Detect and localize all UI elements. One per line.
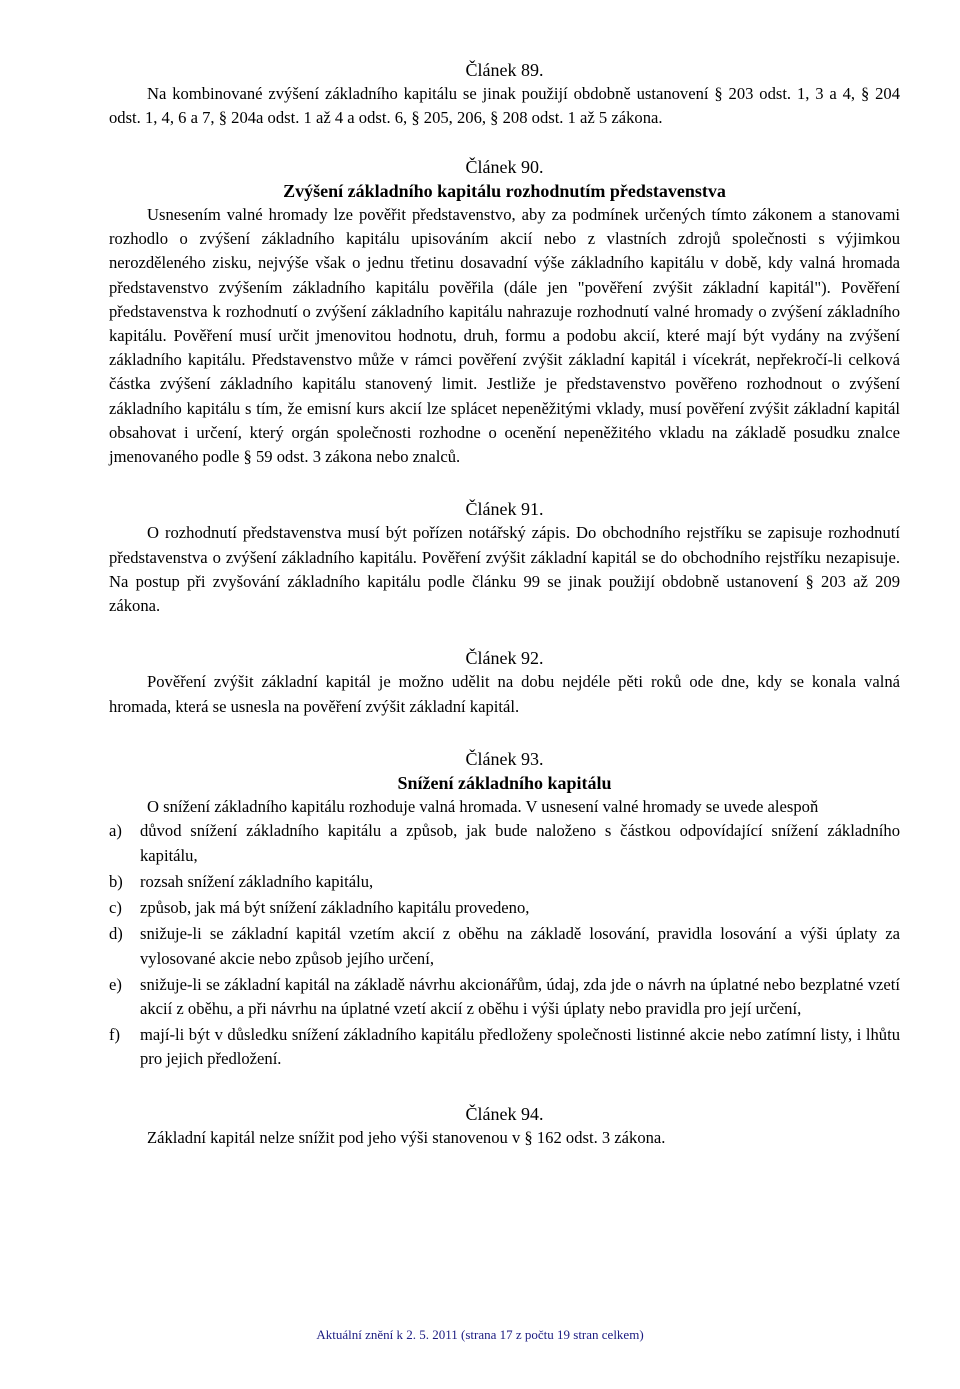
list-item xyxy=(109,819,900,867)
list-item-text: rozsah snížení základního kapitálu, xyxy=(140,871,374,891)
article-93-text: O snížení základního kapitálu rozhoduje valná hromada. V usnesení valné hromady se uvede alespoň xyxy=(147,797,819,817)
list-item-text: mají-li být v důsledku snížení základního kapitálu předloženy společnosti listinné akcie nebo zatímní listy, i lhůtu pro jejich předložení. xyxy=(140,1025,900,1069)
article-94-text: Základní kapitál nelze snížit pod jeho výši stanovenou v § 162 odst. 3 zákona. xyxy=(147,1127,666,1147)
list-item xyxy=(109,1023,900,1071)
article-90-text: Usnesením valné hromady lze pověřit představenstvo, aby za podmínek určených tímto zákonem a stanovami rozhodlo o zvýšení základního kapitálu upisováním akcií nebo z vlastních zdrojů společnosti s výjimkou nerozděleného zisku, nejvýše však o jednu třetinu dosavadní výše základního kapitálu v době, kdy valná hromada představenstvo zvýšením základního kapitálu pověřila (dále jen "pověření zvýšit základní kapitál"). Pověření představenstva k rozhodnutí o zvýšení základního kapitálu nahrazuje rozhodnutí valné hromady o zvýšení základního kapitálu. Pověření musí určit jmenovitou hodnotu, druh, formu a podobu akcií, které mají být vydány na zvýšení základního kapitálu. Představenstvo může v rámci pověření zvýšit základní kapitál i vícekrát, nepřekročí-li celková částka zvýšení základního kapitálu stanovený limit. Jestliže je představenstvo pověřeno rozhodnout o zvýšení základního kapitálu s tím, že emisní kurs akcií lze splácet nepeněžitými vklady, musí pověření zvýšit základní kapitál obsahovat i určení, který orgán společnosti rozhodne o ocenění nepeněžitého vkladu na základě posudku znalce jmenovaného podle § 59 odst. 3 zákona nebo znalců. xyxy=(109,205,900,467)
list-item-letter: d) xyxy=(109,924,123,944)
list-item-text: snižuje-li se základní kapitál vzetím akcií z oběhu na základě losování, pravidla losování a výši úplaty za vylosované akcie nebo způsob jejího určení, xyxy=(140,924,900,968)
list-item xyxy=(109,922,900,970)
article-93-list xyxy=(109,819,900,1071)
article-92-text: Pověření zvýšit základní kapitál je možno udělit na dobu nejdéle pěti roků ode dne, kdy se konala valná hromada, která se usnesla na pověření zvýšit základní kapitál. xyxy=(109,672,900,716)
article-92-title: Článek 92. xyxy=(465,648,544,669)
article-89-title: Článek 89. xyxy=(465,60,544,80)
list-item-letter: e) xyxy=(109,974,122,994)
article-93-title: Článek 93. xyxy=(465,748,544,769)
list-item xyxy=(109,896,900,920)
article-94-title: Článek 94. xyxy=(465,1103,544,1124)
article-93-subtitle: Snížení základního kapitálu xyxy=(397,773,612,794)
list-item-letter: a) xyxy=(109,821,122,841)
article-90-subtitle: Zvýšení základního kapitálu rozhodnutím představenstva xyxy=(283,180,726,201)
list-item-text: důvod snížení základního kapitálu a způsob, jak bude naloženo s částkou odpovídající snížení základního kapitálu, xyxy=(140,821,900,865)
list-item xyxy=(109,870,900,894)
list-item-text: snižuje-li se základní kapitál na základě návrhu akcionářům, údaj, zda jde o návrh na úplatné nebo bezplatné vzetí akcií z oběhu, a při návrhu na úplatné vzetí akcií z oběhu i výši úplaty nebo pravidla pro její určení, xyxy=(140,974,900,1018)
list-item-text: způsob, jak má být snížení základního kapitálu provedeno, xyxy=(140,898,530,918)
list-item-letter: b) xyxy=(109,871,123,891)
article-91-title: Článek 91. xyxy=(465,499,544,520)
article-89-text: Na kombinované zvýšení základního kapitálu se jinak použijí obdobně ustanovení § 203 odst. 1, 3 a 4, § 204 odst. 1, 4, 6 a 7, § 204a odst. 1 až 4 a odst. 6, § 205, 206, § 208 odst. 1 až 5 zákona. xyxy=(109,84,900,128)
page-footer: Aktuální znění k 2. 5. 2011 (strana 17 z počtu 19 stran celkem) xyxy=(316,1327,644,1342)
list-item-letter: c) xyxy=(109,898,122,918)
article-91-text: O rozhodnutí představenstva musí být pořízen notářský zápis. Do obchodního rejstříku se zapisuje rozhodnutí představenstva o zvýšení základního kapitálu. Pověření zvýšit základní kapitál se do obchodního rejstříku nezapisuje. Na postup při zvyšování základního kapitálu podle článku 99 se jinak použijí obdobně ustanovení § 203 až 209 zákona. xyxy=(109,523,900,616)
article-90-title: Článek 90. xyxy=(465,156,544,177)
list-item-letter: f) xyxy=(109,1025,121,1045)
list-item xyxy=(109,973,900,1021)
